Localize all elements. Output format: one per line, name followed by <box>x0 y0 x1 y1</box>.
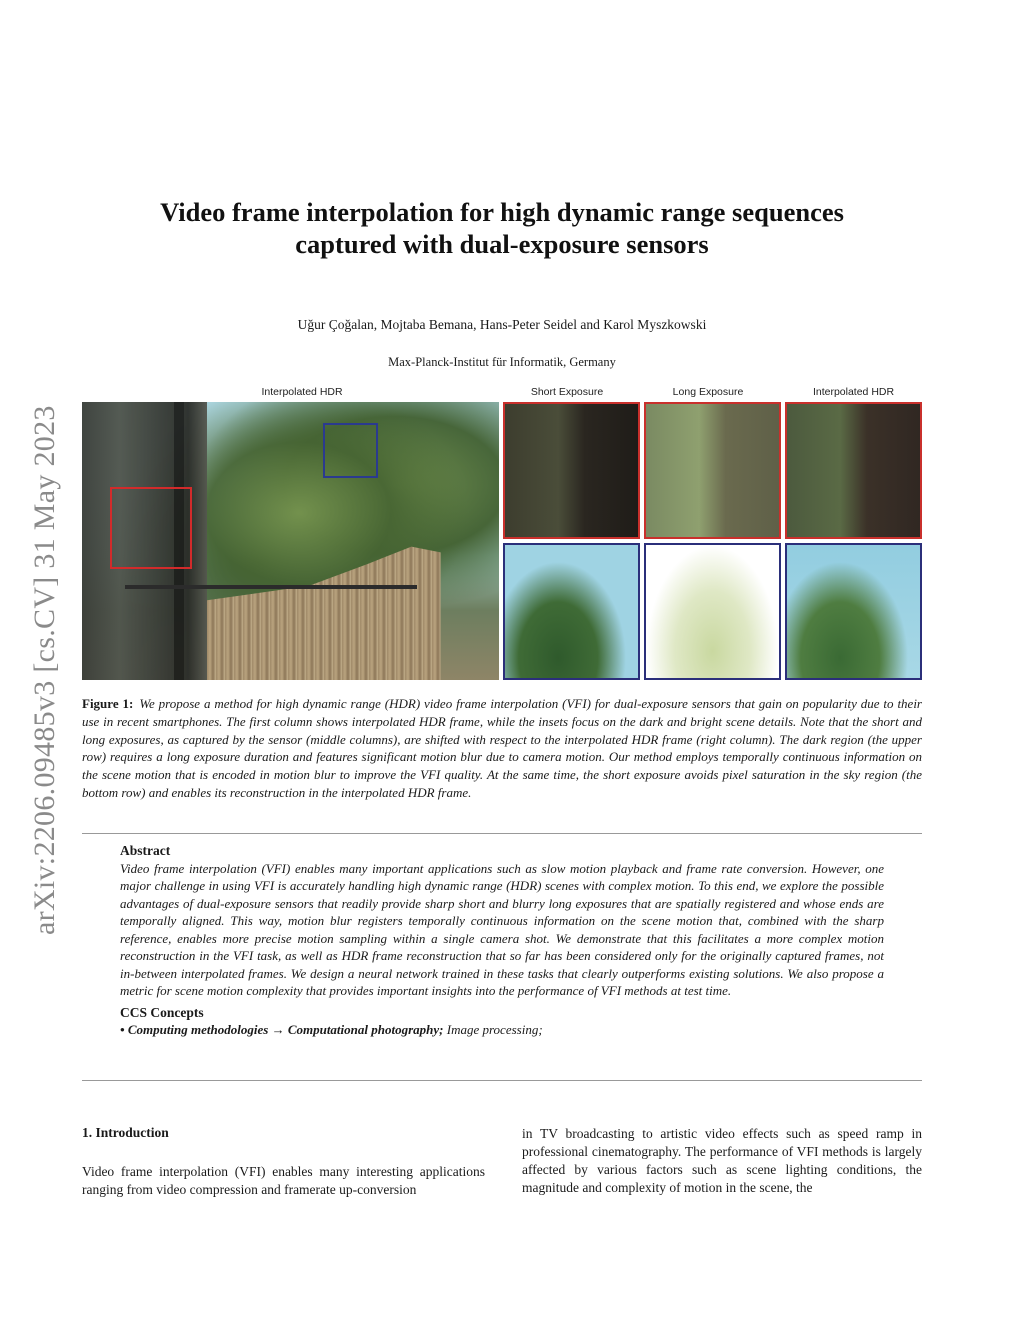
section-heading-introduction: 1. Introduction <box>82 1125 169 1140</box>
wooden-fence <box>207 535 499 680</box>
ccs-bullet: • <box>120 1022 125 1037</box>
label-long-exposure: Long Exposure <box>672 386 744 398</box>
inset-sky-interpolated-hdr <box>785 543 922 680</box>
label-interpolated-hdr-inset: Interpolated HDR <box>812 386 895 398</box>
affiliation: Max-Planck-Institut für Informatik, Germany <box>388 355 616 369</box>
ccs-arrow: → <box>271 1022 285 1037</box>
dark-region-highlight-box <box>110 487 192 569</box>
label-short-exposure: Short Exposure <box>530 386 604 398</box>
intro-left-column: Video frame interpolation (VFI) enables many interesting applications ranging from video compression and framerate up-conversion <box>82 1164 485 1197</box>
title-line-1: Video frame interpolation for high dynamic range sequences <box>160 197 844 227</box>
abstract-body: Video frame interpolation (VFI) enables many important applications such as slow motion playback and frame rate conversion. However, one major challenge in using VFI is accurately handling high dynamic range (HDR) scenes with complex motion. To this end, we explore the possible advantages of dual-exposure sensors that readily provide sharp short and blurry long exposures that are spatially registered and whose ends are temporally aligned. This way, motion blur registers temporally continuous information on the scene motion that, combined with the sharp reference, enables more precise motion sampling within a single camera shot. We demonstrate that this facilitates a more complex motion reconstruction in the VFI task, as well as HDR frame reconstruction that so far has been considered only for the originally captured frames, not in-between interpolated frames. We design a neural network trained in these tasks that clearly outperforms existing solutions. We also propose a metric for scene motion complexity that provides important insights into the performance of VFI methods at test time. <box>120 860 884 998</box>
inset-dark-interpolated-hdr <box>785 402 922 539</box>
figure-caption <box>82 695 922 802</box>
intro-right-column: in TV broadcasting to artistic video effects such as speed ramp in professional cinematography. The performance of VFI methods is largely affected by various factors such as scene lighting conditions, the magnitude and complexity of motion in the scene, the <box>522 1126 922 1195</box>
fence-rail <box>125 585 417 589</box>
inset-sky-long-exposure <box>644 543 781 680</box>
ccs-heading: CCS Concepts <box>120 1004 204 1020</box>
inset-sky-short-exposure <box>503 543 640 680</box>
abstract-section <box>120 842 884 1039</box>
abstract-heading: Abstract <box>120 843 171 858</box>
paper-title <box>82 196 922 260</box>
bright-region-highlight-box <box>323 423 378 478</box>
divider-bottom <box>82 1080 922 1081</box>
ccs-concept-1: Computing methodologies <box>127 1022 269 1037</box>
inset-dark-short-exposure <box>503 402 640 539</box>
ccs-concepts <box>120 1021 884 1039</box>
figure-caption-text: We propose a method for high dynamic range (HDR) video frame interpolation (VFI) for dual-exposure sensors that gain on popularity due to their use in recent smartphones. The first column shows interpolated HDR frame, while the insets focus on the dark and bright scene details. Note that the short and long exposures, as captured by the sensor (middle columns), are shifted with respect to the interpolated HDR frame (right column). The dark region (the upper row) requires a long exposure duration and features significant motion blur due to camera motion. Our method employs temporally continuous information on the scene motion that is encoded in motion blur to improve the VFI quality. At the same time, the short exposure avoids pixel saturation in the sky region (the bottom row) and enables its reconstruction in the interpolated HDR frame. <box>82 696 922 800</box>
author-list: Uğur Çoğalan, Mojtaba Bemana, Hans-Peter Seidel and Karol Myszkowski <box>297 317 707 332</box>
ccs-concept-3: Image processing; <box>446 1022 543 1037</box>
inset-dark-long-exposure <box>644 402 781 539</box>
label-main-interpolated-hdr: Interpolated HDR <box>261 386 343 398</box>
title-line-2: captured with dual-exposure sensors <box>295 229 709 259</box>
divider-top <box>82 833 922 834</box>
ccs-concept-2: Computational photography; <box>287 1022 444 1037</box>
arxiv-identifier-stamp: arXiv:2206.09485v3 [cs.CV] 31 May 2023 <box>28 405 61 935</box>
figure-caption-label: Figure 1: <box>82 696 134 711</box>
